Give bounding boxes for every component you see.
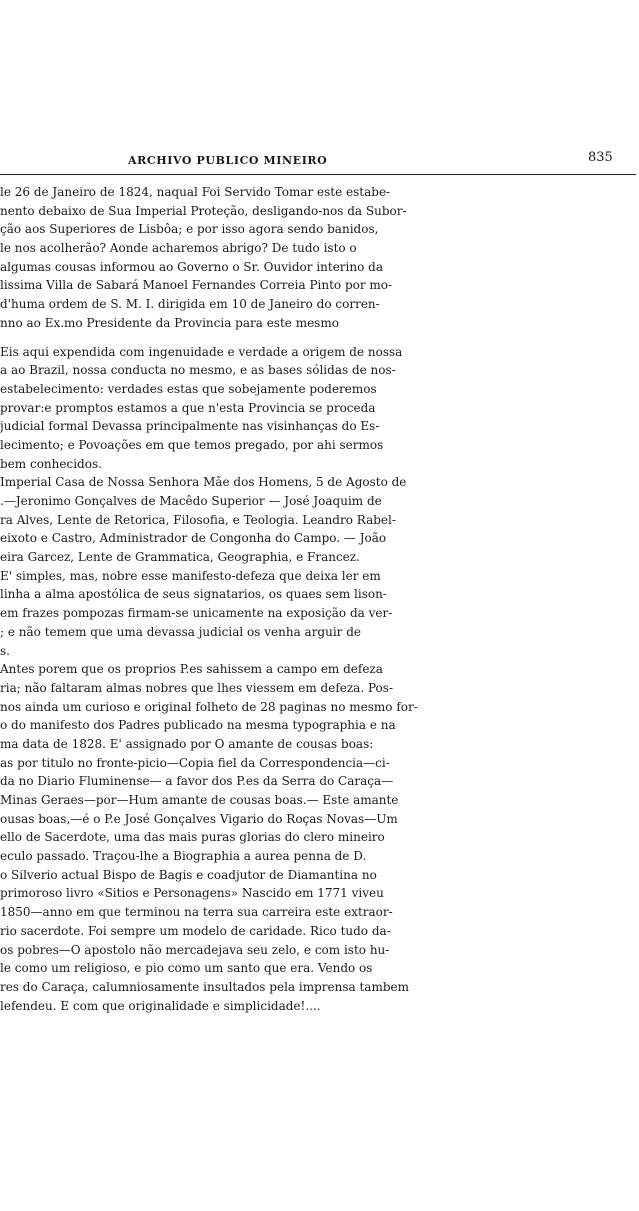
paragraph-1	[0, 183, 639, 333]
paragraph-4	[0, 567, 639, 660]
text-line: o Silverio actual Bispo de Bagis e coadjutor de Diamantina no	[0, 867, 377, 882]
text-line: E' simples, mas, nobre esse manifesto-defeza que deixa ler em	[0, 568, 381, 583]
text-line: Antes porem que os proprios P.es sahissem a campo em defeza	[0, 662, 383, 677]
text-line: ; e não temem que uma devassa judicial os venha arguir de	[0, 624, 362, 639]
text-line: ra Alves, Lente de Retorica, Filosofia, e Teologia. Leandro Rabel-	[0, 512, 396, 527]
paragraph-5	[0, 660, 639, 1015]
text-line: os pobres—O apostolo não mercadejava seu zelo, e com isto hu-	[0, 942, 390, 957]
header-title: ARCHIVO PUBLICO MINEIRO	[128, 154, 328, 167]
text-line: ousas boas,—é o P.e José Gonçalves Vigario do Roças Novas—Um	[0, 811, 398, 826]
text-line: da no Diario Fluminense— a favor dos P.es da Serra do Caraça—	[0, 774, 394, 789]
text-line: nento debaixo de Sua Imperial Proteção, desligando-nos da Subor-	[0, 203, 407, 218]
running-header	[0, 150, 639, 174]
text-line: Minas Geraes—por—Hum amante de cousas boas.— Este amante	[0, 793, 399, 807]
paragraph-3	[0, 473, 639, 566]
page-number: 835	[588, 150, 613, 165]
text-line: nos ainda um curioso e original folheto de 28 paginas no mesmo for-	[0, 699, 418, 714]
text-line: 1850—anno em que terminou na terra sua carreira este extraor-	[0, 905, 393, 920]
text-line: d'huma ordem de S. M. I. dirigida em 10 de Janeiro do corren-	[0, 297, 380, 312]
text-line: judicial formal Devassa principalmente nas visinhanças do Es-	[0, 419, 380, 434]
text-line: bem conhecidos.	[0, 456, 102, 471]
paragraph-2	[0, 343, 639, 474]
text-line: Eis aqui expendida com ingenuidade e verdade a origem de nossa	[0, 344, 403, 359]
text-line: lissima Villa de Sabará Manoel Fernandes Correia Pinto por mo-	[0, 278, 393, 293]
text-line: rio sacerdote. Foi sempre um modelo de caridade. Rico tudo da-	[0, 923, 391, 938]
text-line: eira Garcez, Lente de Grammatica, Geographia, e Francez.	[0, 550, 360, 565]
text-line: res do Caraça, calumniosamente insultados pela imprensa tambem	[0, 979, 409, 994]
text-line: le nos acolherão? Aonde acharemos abrigo? De tudo isto o	[0, 241, 357, 256]
text-line: ção aos Superiores de Lisbôa; e por isso agora sendo banidos,	[0, 222, 379, 237]
paragraph-gap	[0, 333, 639, 343]
text-line: lecimento; e Povoações em que temos pregado, por ahi sermos	[0, 437, 384, 452]
text-line: lefendeu. E com que originalidade e simplicidade!....	[0, 998, 321, 1013]
text-line: linha a alma apostólica de seus signatarios, os quaes sem lison-	[0, 587, 387, 602]
text-line: eixoto e Castro, Administrador de Congonha do Campo. — João	[0, 531, 387, 546]
text-line: .—Jeronimo Gonçalves de Macêdo Superior — José Joaquim de	[0, 494, 382, 508]
text-line: nno ao Ex.mo Presidente da Provincia para este mesmo	[0, 315, 339, 330]
text-line: algumas cousas informou ao Governo o Sr. Ouvidor interino da	[0, 259, 383, 274]
text-line: em frazes pompozas firmam-se unicamente na exposição da ver-	[0, 606, 393, 621]
text-line: s.	[0, 643, 10, 658]
text-line: provar:e promptos estamos a que n'esta Provincia se proceda	[0, 400, 376, 415]
text-line: primoroso livro «Sitios e Personagens» Nascido em 1771 viveu	[0, 886, 384, 901]
text-line: estabelecimento: verdades estas que sobejamente poderemos	[0, 381, 377, 396]
text-line: Imperial Casa de Nossa Senhora Mãe dos Homens, 5 de Agosto de	[0, 475, 407, 490]
text-line: le como um religioso, e pio como um santo que era. Vendo os	[0, 961, 373, 976]
text-line: ello de Sacerdote, uma das mais puras glorias do clero mineiro	[0, 830, 385, 845]
text-line: a ao Brazil, nossa conducta no mesmo, e as bases sólidas de nos-	[0, 363, 396, 378]
body-text	[0, 183, 639, 1015]
text-line: ma data de 1828. E' assignado por O amante de cousas boas:	[0, 736, 374, 751]
text-line: o do manifesto dos Padres publicado na mesma typographia e na	[0, 718, 396, 733]
text-line: as por titulo no fronte-picio—Copia fiel da Correspondencia—ci-	[0, 755, 390, 770]
header-rule	[0, 174, 636, 175]
text-line: ria; não faltaram almas nobres que lhes viessem em defeza. Pos-	[0, 680, 393, 695]
text-line: eculo passado. Traçou-lhe a Biographia a aurea penna de D.	[0, 849, 367, 864]
text-line: le 26 de Janeiro de 1824, naqual Foi Servido Tomar este estabe-	[0, 185, 391, 199]
